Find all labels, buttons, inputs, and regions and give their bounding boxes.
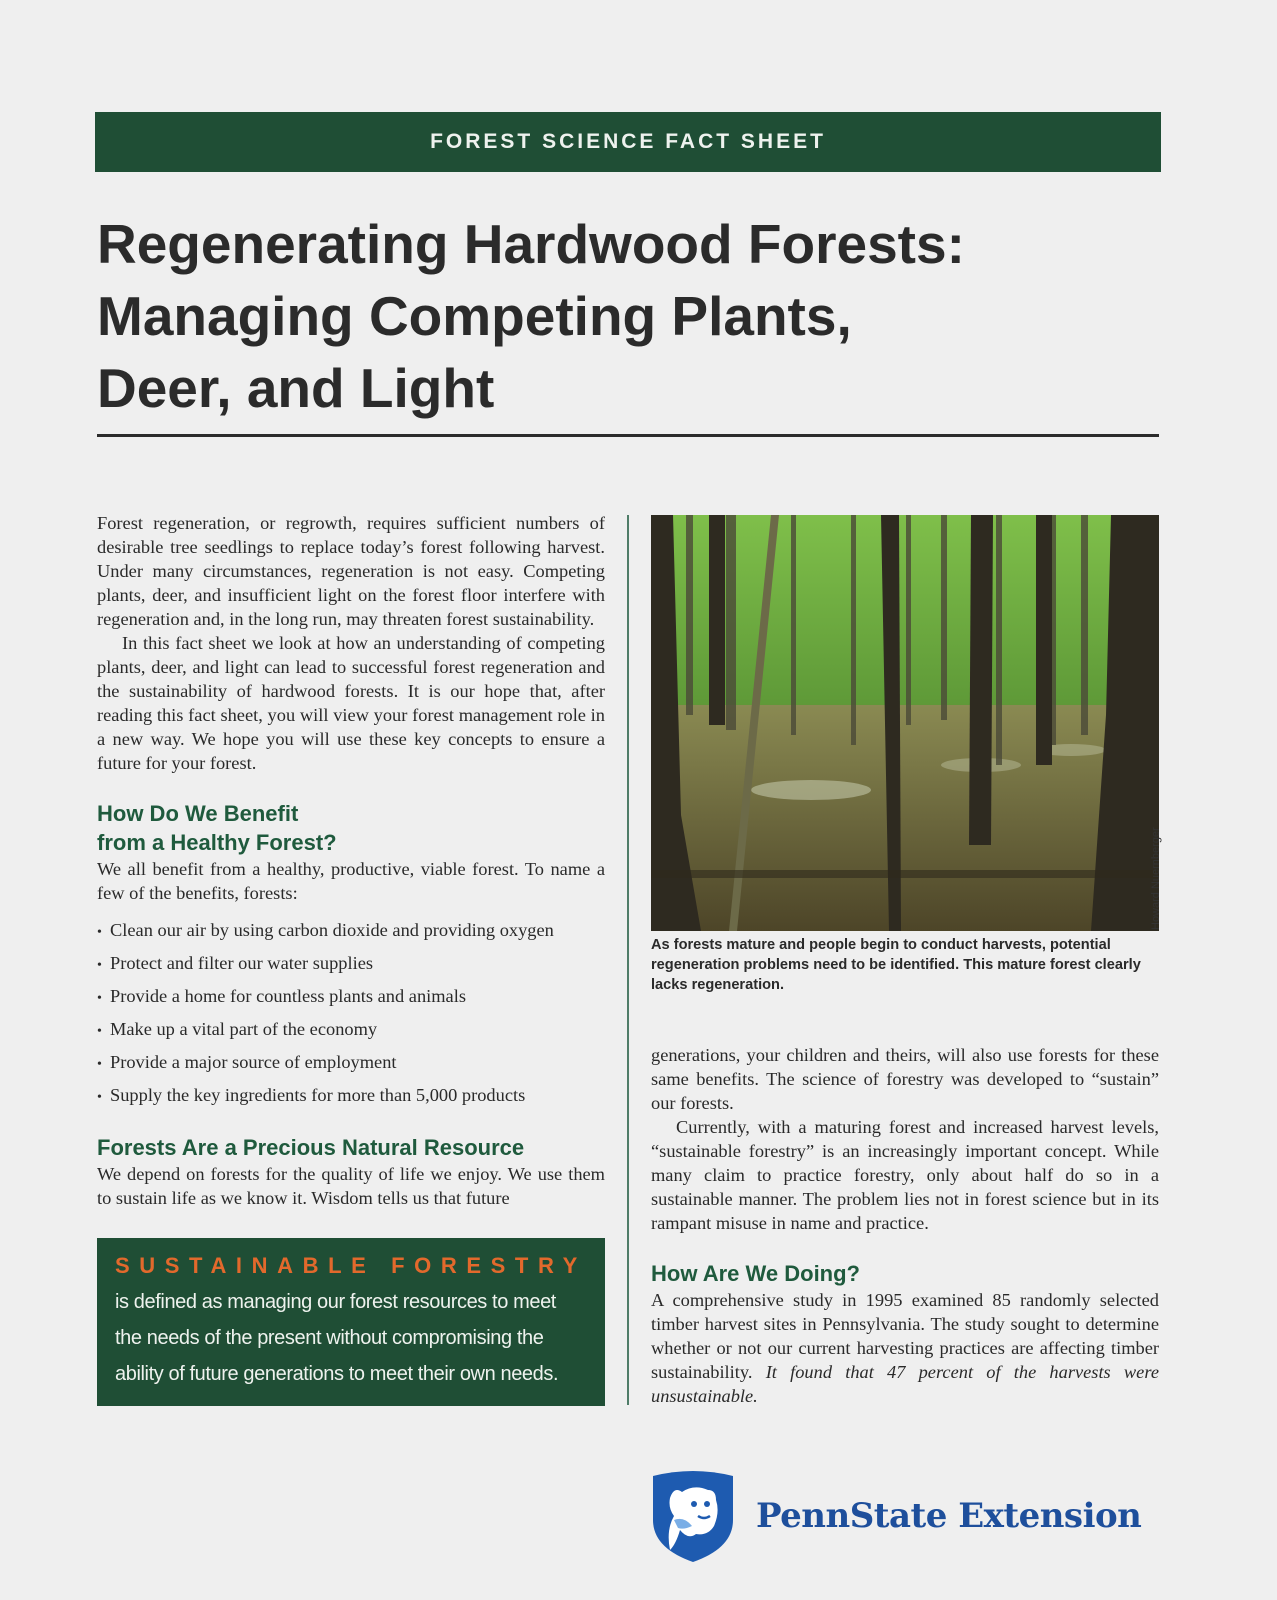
photo-credit: Howard Nuernberger [1150,827,1162,930]
doing-paragraph [651,1288,1159,1408]
bullet-icon: • [97,991,102,1006]
title-divider [97,434,1159,437]
callout-text: is defined as managing our forest resources to meet the needs of the present without compromising the ability of future generations to meet their own needs. [115,1291,559,1385]
pennstate-extension-wordmark: PennState Extension [756,1496,1142,1536]
photo-caption: As forests mature and people begin to conduct harvests, potential regeneration problems need to be identified. This mature forest clearly lacks regeneration. [651,937,1141,993]
list-item: • Make up a vital part of the economy [97,1014,605,1047]
benefits-heading-line-2: from a Healthy Forest? [97,830,337,855]
bullet-icon: • [97,1024,102,1039]
list-item: • Provide a home for countless plants and animals [97,981,605,1014]
benefits-lead: We all benefit from a healthy, productive, viable forest. To name a few of the benefits, forests: [97,859,605,903]
benefits-heading-line-1: How Do We Benefit [97,801,299,826]
resource-paragraph-2: Currently, with a maturing forest and increased harvest levels, “sustainable forestry” is an increasingly important concept. While many claim to practice forestry, only about half do so in a sustainable manner. The problem lies not in forest science but in its rampant misuse in name and practice. [651,1117,1159,1233]
forest-photo-image [651,515,1159,931]
list-item: • Supply the key ingredients for more than 5,000 products [97,1080,605,1113]
title-line-3: Deer, and Light [97,357,495,419]
resource-paragraph-continued: generations, your children and theirs, will also use forests for these same benefits. The science of forestry was developed to “sustain” our forests. [651,1045,1159,1113]
callout-title: SUSTAINABLE FORESTRY [115,1253,587,1278]
doing-emphasis: It found that 47 percent of the harvests were unsustainable. [651,1362,1159,1406]
right-column [651,1043,1159,1408]
benefits-list [97,915,605,1113]
resource-heading: Forests Are a Precious Natural Resource [97,1135,525,1160]
benefits-heading [97,799,605,857]
bullet-icon: • [97,925,102,940]
list-item: • Provide a major source of employment [97,1047,605,1080]
forest-photo [651,515,1159,931]
list-item: • Protect and filter our water supplies [97,948,605,981]
bullet-icon: • [97,1090,102,1105]
title-line-1: Regenerating Hardwood Forests: [97,213,965,275]
left-column [97,511,605,1210]
pennstate-extension-logo [650,1470,1141,1562]
banner-label: FOREST SCIENCE FACT SHEET [430,130,826,153]
bullet-icon: • [97,958,102,973]
page-title [97,208,1167,424]
resource-paragraph-start: We depend on forests for the quality of life we enjoy. We use them to sustain life as we know it. Wisdom tells us that future [97,1164,605,1208]
nittany-lion-shield-icon [650,1470,736,1562]
intro-paragraph-2: In this fact sheet we look at how an understanding of competing plants, deer, and light can lead to successful forest regeneration and the sustainability of hardwood forests. It is our hope that, after reading this fact sheet, you will view your forest management role in a new way. We hope you will use these key concepts to ensure a future for your forest. [97,633,605,773]
fact-sheet-banner [95,112,1161,172]
intro-paragraph-1: Forest regeneration, or regrowth, requires sufficient numbers of desirable tree seedlings to replace today’s forest following harvest. Under many circumstances, regeneration is not easy. Competing plants, deer, and insufficient light on the forest floor interfere with regeneration and, in the long run, may threaten forest sustainability. [97,513,605,629]
sustainable-forestry-callout [97,1238,605,1406]
list-item: • Clean our air by using carbon dioxide and providing oxygen [97,915,605,948]
title-line-2: Managing Competing Plants, [97,285,852,347]
doing-heading: How Are We Doing? [651,1261,860,1286]
doing-text: A comprehensive study in 1995 examined 85 randomly selected timber harvest sites in Pennsylvania. The study sought to determine whether or not our current harvesting practices are affecting timber sustainability. [651,1290,1159,1382]
column-divider [627,515,629,1405]
bullet-icon: • [97,1057,102,1072]
